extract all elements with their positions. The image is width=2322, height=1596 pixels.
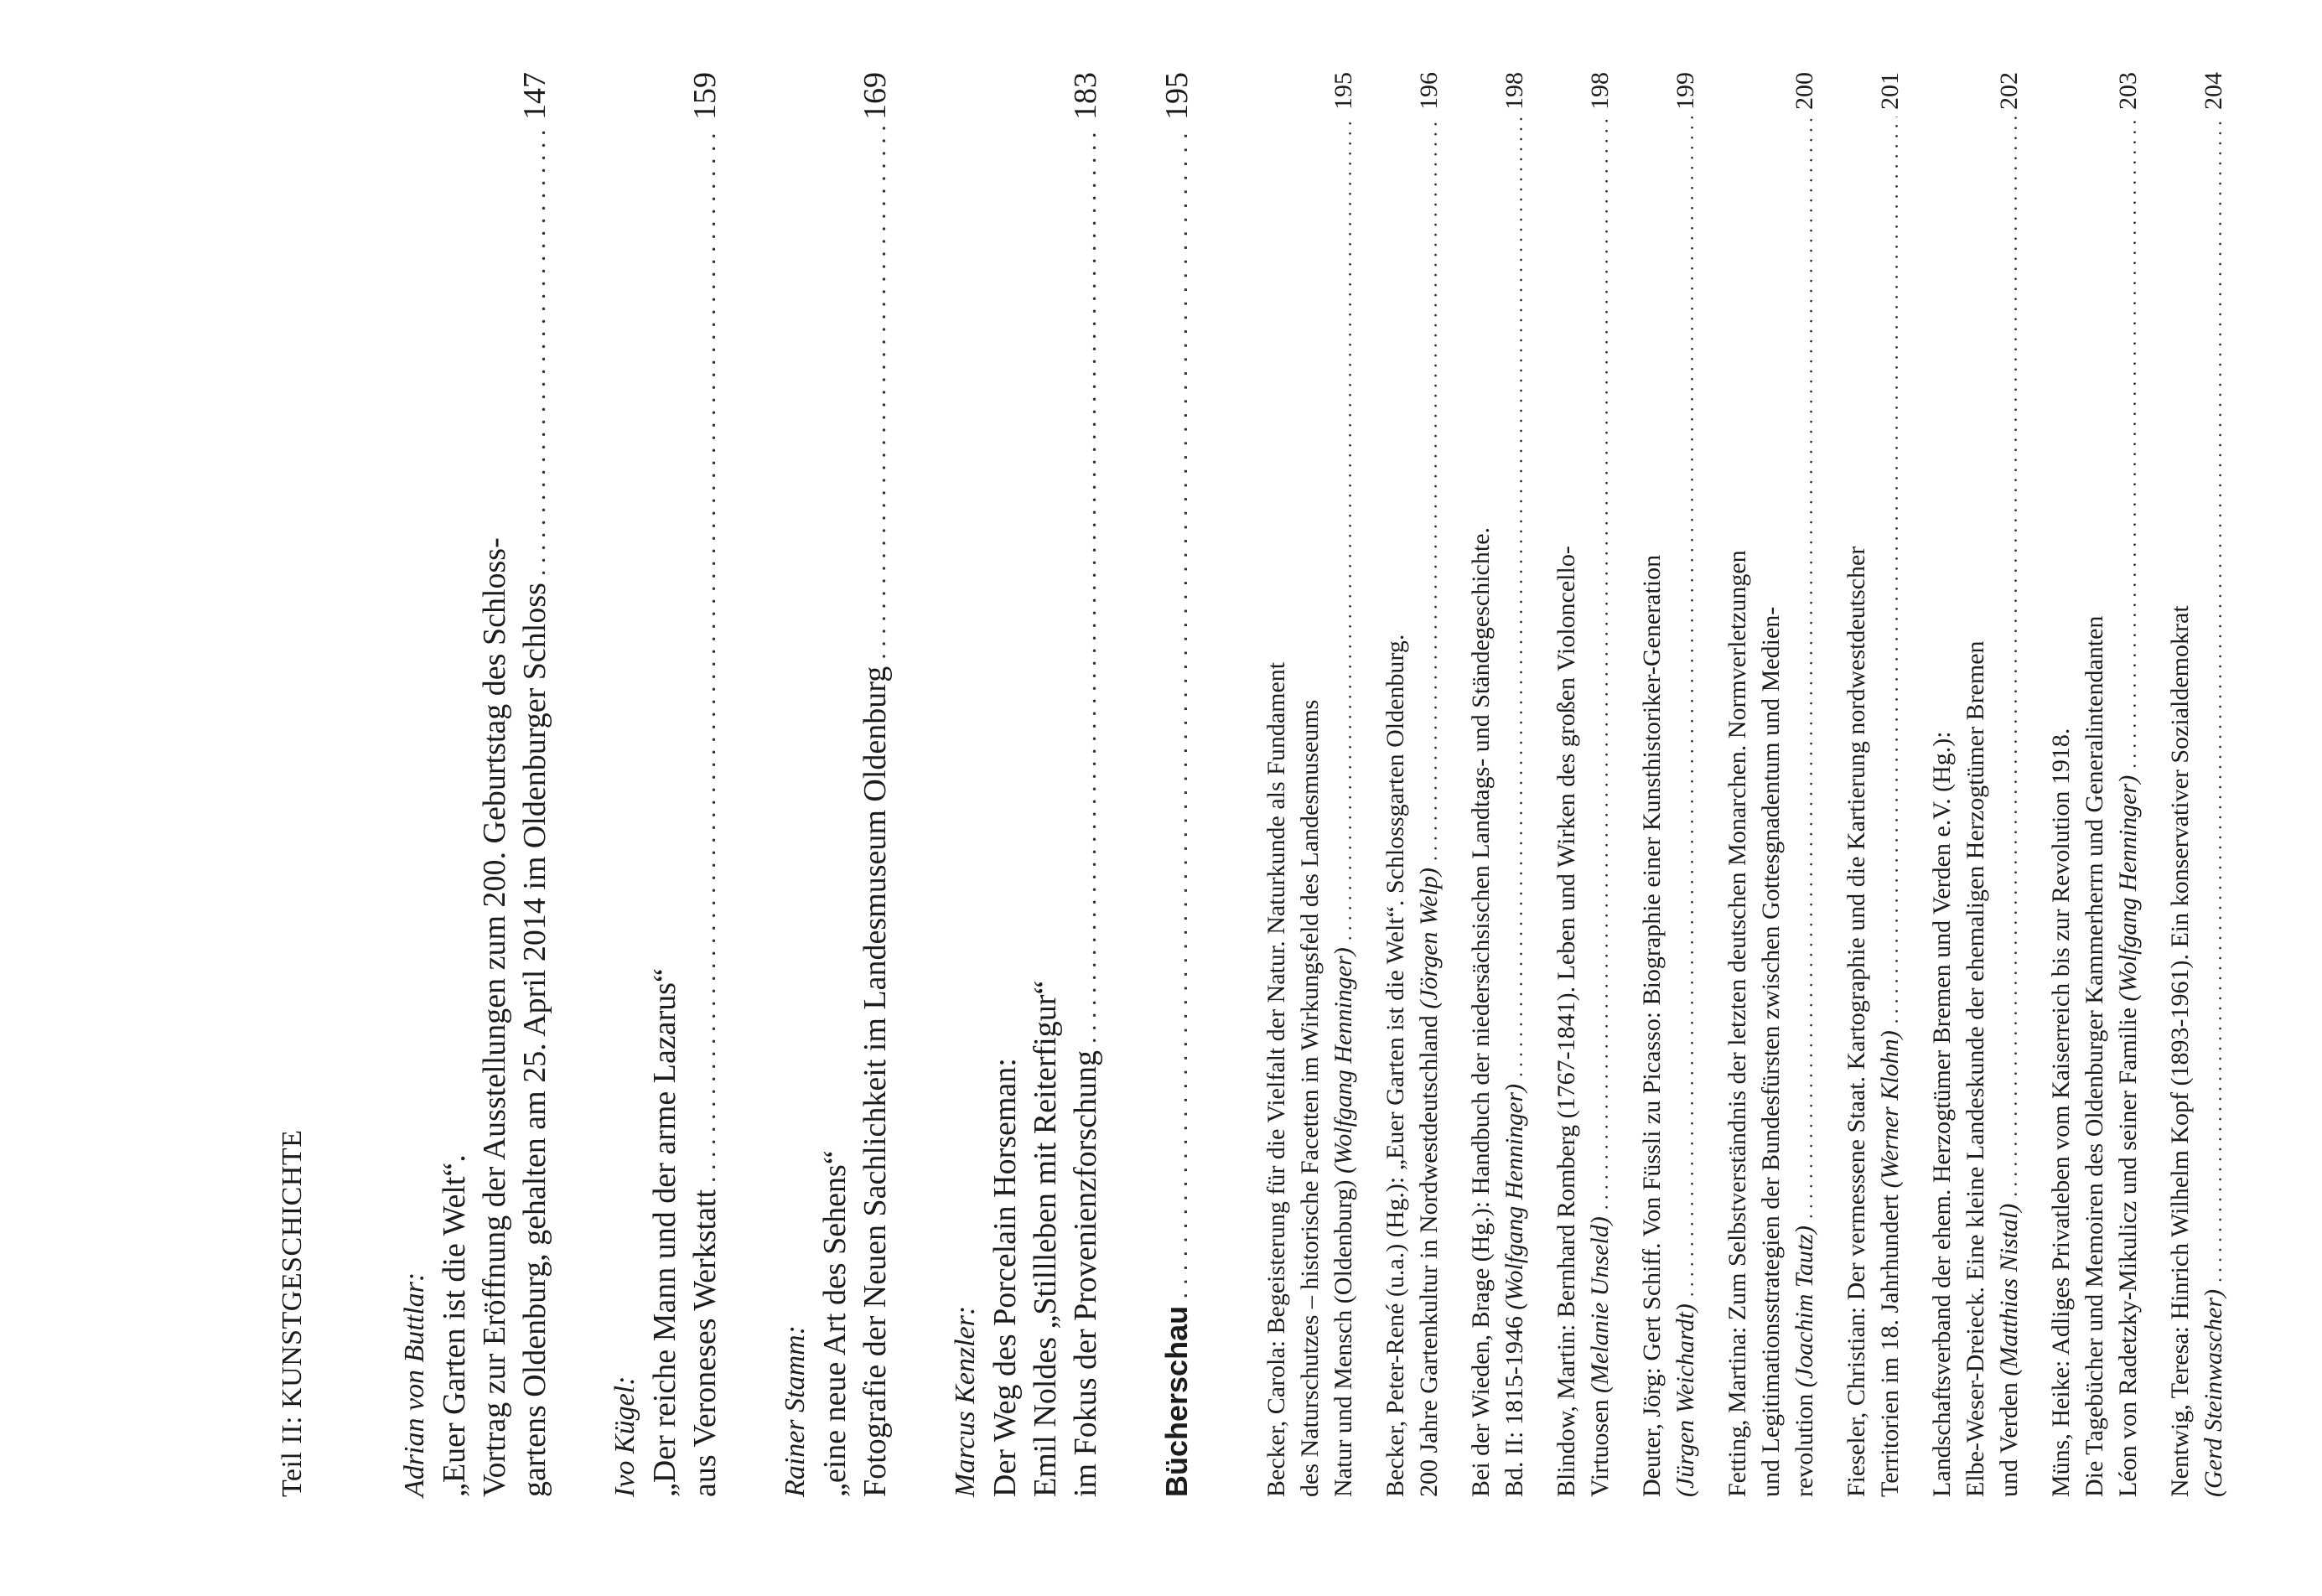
books-section: [1157, 72, 2232, 1497]
review-page-number: 204: [2200, 72, 2227, 110]
review-entry: [1721, 72, 1823, 1497]
entry-page-number: 147: [517, 72, 552, 120]
reviewer-name: (Jürgen Weichardt): [1672, 1303, 1699, 1497]
review-page-number: 198: [1500, 72, 1528, 110]
review-title-line: Deuter, Jörg: Gert Schiff. Von Füssli zu Picasso: Biographie einer Kunsthistoriker-Generation: [1638, 554, 1666, 1497]
review-entry: [1925, 72, 2028, 1497]
review-title-line: Landschaftsverband der ehem. Herzogtümer Bremen und Verden e.V. (Hg.):: [1928, 731, 1956, 1497]
review-last-line: [1583, 72, 1619, 1497]
toc-entry: [606, 72, 728, 1497]
review-last-line: [1993, 72, 2028, 1497]
reviewer-name: (Gerd Steinwascher): [2200, 1289, 2227, 1497]
review-page-number: 202: [1995, 72, 2023, 110]
dot-leader: [1875, 117, 1909, 1023]
review-entry: [1379, 72, 1448, 1497]
entry-author: Ivo Kügel:: [609, 1376, 640, 1497]
book-reviews: [1260, 72, 2232, 1497]
dot-leader: [858, 127, 898, 660]
review-last-text: 200 Jahre Gartenkultur in Nordwestdeutschland: [1415, 1015, 1443, 1497]
review-title-line: Die Tagebücher und Memoiren des Oldenburger Kammerherrn und Generalintendanten: [2081, 615, 2108, 1497]
books-title: Bücherschau: [1159, 1305, 1194, 1497]
entry-last-line: aus Veroneses Werkstatt . . . 159: [685, 72, 728, 1497]
entry-title-line: Vortrag zur Eröffnung der Ausstellungen zum 200. Geburtstag des Schloss-: [477, 537, 512, 1497]
review-title-line: Fieseler, Christian: Der vermessene Staat. Kartographie und die Kartierung nordwestdeutscher: [1843, 546, 1870, 1497]
reviewer-name: (Jörgen Welp): [1415, 868, 1443, 1009]
table-of-contents: [277, 72, 2232, 1497]
entry-page-number: 183: [1068, 72, 1103, 120]
dot-leader: [1500, 117, 1533, 1077]
review-last-line: [2112, 72, 2147, 1497]
dot-leader: [1585, 117, 1619, 1210]
review-title-line: und Legitimationsstrategien der Bundesfürsten zwischen Gottesgnadentum und Medien-: [1757, 606, 1785, 1497]
review-last-line: [1412, 72, 1448, 1497]
reviewer-name: (Werner Klohn): [1876, 1030, 1904, 1189]
review-title-line: Becker, Peter-René (u.a.) (Hg.): „Euer Garten ist die Welt“. Schlossgarten Oldenburg.: [1381, 634, 1409, 1497]
review-page-number: 201: [1876, 72, 1904, 110]
review-page-number: 198: [1586, 72, 1614, 110]
review-page-number: 200: [1791, 72, 1818, 110]
dot-leader: [517, 127, 557, 576]
books-page-number: 195: [1159, 72, 1195, 120]
entry-author: Rainer Stamm:: [780, 1325, 811, 1497]
reviewer-name: (Joachim Tautz): [1791, 1226, 1818, 1388]
dot-leader: [687, 127, 728, 1183]
entry-title-line: „Euer Garten ist die Welt“.: [437, 1154, 472, 1497]
review-page-number: 199: [1672, 72, 1699, 110]
article-entries: [396, 72, 1108, 1497]
review-last-line: [1327, 72, 1362, 1497]
review-title-line: Bei der Wieden, Brage (Hg.): Handbuch der niedersächsischen Landtags- und Ständegeschichte.: [1467, 526, 1495, 1497]
dot-leader: [2199, 117, 2232, 1282]
toc-entry: [776, 72, 898, 1497]
entry-title-line: Der Weg des Porcelain Horseman:: [987, 1058, 1023, 1497]
review-entry: [1260, 72, 1362, 1497]
dot-leader: [1068, 127, 1108, 1044]
section-title: Teil II: KUNSTGESCHICHTE: [277, 1129, 308, 1497]
entry-last-line: im Fokus der Provenienzforschung . . . 183: [1065, 72, 1108, 1497]
entry-author: Adrian von Buttlar:: [399, 1272, 430, 1497]
review-title-line: Nentwig, Teresa: Hinrich Wilhelm Kopf (1893-1961). Ein konservativer Sozialdemokrat: [2166, 605, 2194, 1497]
review-last-line: [1669, 72, 1704, 1497]
review-last-text: revolution: [1791, 1393, 1818, 1497]
review-entry: [1464, 72, 1533, 1497]
entry-last-line: gartens Oldenburg, gehalten am 25. April 2014 im Oldenburger Schloss . . . 147: [515, 72, 557, 1497]
review-page-number: 195: [1329, 72, 1357, 110]
entry-author: Marcus Kenzler:: [950, 1305, 981, 1497]
books-heading: [1157, 72, 1200, 1497]
review-entry: [1550, 72, 1619, 1497]
review-last-text: Virtuosen: [1586, 1399, 1614, 1497]
reviewer-name: (Matthias Nistal): [1995, 1203, 2023, 1376]
dot-leader: [1329, 117, 1362, 940]
review-last-text: Bd. II: 1815-1946: [1500, 1316, 1528, 1497]
entry-title-line: „Der reiche Mann und der arme Lazarus“: [647, 968, 682, 1497]
dot-leader: [1790, 117, 1823, 1219]
review-entry: [2164, 72, 2232, 1497]
toc-entry: [396, 72, 557, 1497]
dot-leader: [1671, 117, 1704, 1297]
review-entry: [2045, 72, 2147, 1497]
review-last-text: Natur und Mensch (Oldenburg): [1329, 1179, 1357, 1497]
toc-entry: [946, 72, 1108, 1497]
dot-leader: [2113, 117, 2147, 769]
review-last-text: Territorien im 18. Jahrhundert: [1876, 1194, 1904, 1497]
review-last-line: [2197, 72, 2232, 1497]
dot-leader: [1414, 117, 1448, 861]
review-title-line: Müns, Heike: Adliges Privatleben vom Kaiserreich bis zur Revolution 1918.: [2047, 728, 2075, 1497]
reviewer-name: (Wolfgang Henninger): [1329, 947, 1357, 1174]
review-title-line: des Naturschutzes – historische Facetten im Wirkungsfeld des Landesmuseums: [1296, 699, 1324, 1497]
entry-page-number: 169: [858, 72, 893, 120]
reviewer-name: (Melanie Unseld): [1586, 1216, 1614, 1393]
entry-title-line: Emil Noldes „Stillleben mit Reiterfigur“: [1028, 980, 1063, 1497]
entry-title-line: „eine neue Art des Sehens“: [817, 1150, 853, 1497]
dot-leader: [1994, 117, 2028, 1197]
review-entry: [1635, 72, 1704, 1497]
review-page-number: 203: [2114, 72, 2142, 110]
review-last-line: [1498, 72, 1533, 1497]
review-title-line: Becker, Carola: Begeisterung für die Vielfalt der Natur. Naturkunde als Fundament: [1262, 661, 1290, 1497]
reviewer-name: (Wolfgang Henninger): [1500, 1083, 1528, 1310]
entry-page-number: 159: [687, 72, 723, 120]
review-last-line: [1874, 72, 1909, 1497]
dot-leader: [1159, 127, 1200, 1299]
review-page-number: 196: [1415, 72, 1443, 110]
review-title-line: Elbe-Weser-Dreieck. Eine kleine Landeskunde der ehemaligen Herzogtümer Bremen: [1962, 640, 1989, 1497]
reviewer-name: (Wolfgang Henninger): [2114, 775, 2142, 1002]
review-last-text: und Verden: [1995, 1382, 2023, 1497]
review-title-line: Fetting, Martina: Zum Selbstverständnis der letzten deutschen Monarchen. Normverletzungen: [1723, 550, 1751, 1497]
review-title-line: Blindow, Martin: Bernhard Romberg (1767-1841). Leben und Wirken des großen Violoncello-: [1552, 546, 1580, 1497]
entry-last-line: Fotografie der Neuen Sachlichkeit im Landesmuseum Oldenburg . . . 169: [855, 72, 898, 1497]
review-entry: [1840, 72, 1909, 1497]
review-last-line: [1788, 72, 1823, 1497]
review-last-text: Léon von Radetzky-Mikulicz und seiner Familie: [2114, 1007, 2142, 1497]
